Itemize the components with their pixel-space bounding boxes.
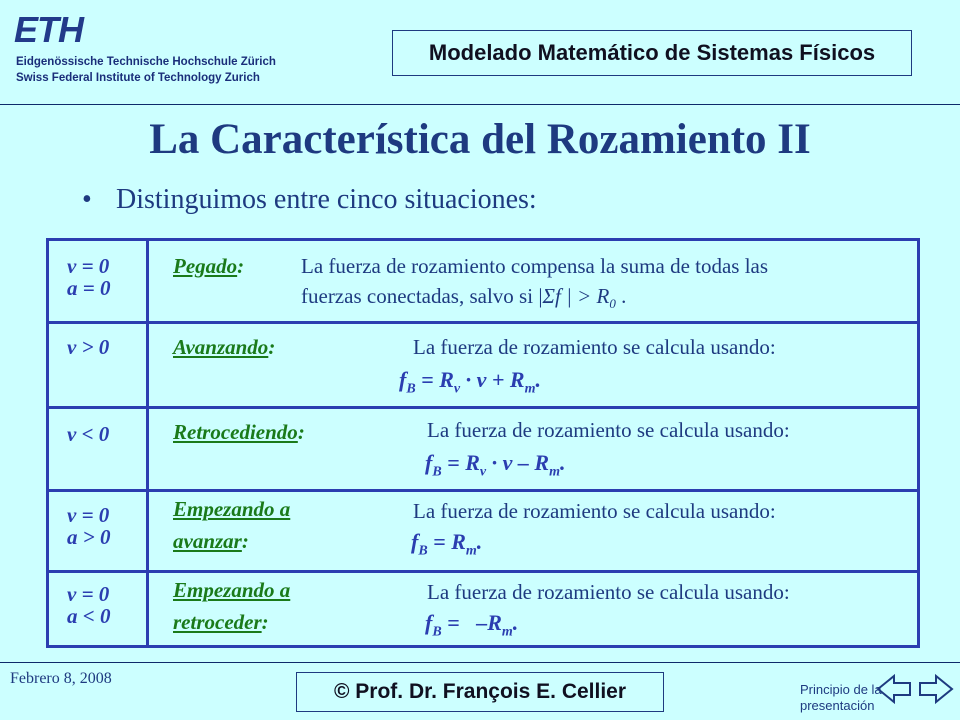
logo-line-2: Swiss Federal Institute of Technology Zurich — [16, 72, 260, 84]
next-arrow-icon[interactable] — [920, 676, 952, 702]
header-divider — [0, 104, 960, 105]
situation-label-line-1: Empezando a — [173, 497, 291, 521]
condition-v: v = 0 — [67, 582, 110, 606]
table-row-avanzando — [49, 324, 917, 406]
situation-description: La fuerza de rozamiento se calcula usando: — [427, 418, 790, 442]
bullet-item — [82, 180, 537, 220]
prev-arrow-icon[interactable] — [878, 676, 910, 702]
condition-v: v < 0 — [67, 422, 110, 446]
nav-arrows — [876, 670, 954, 708]
table-row-pegado — [49, 241, 917, 321]
situation-label-line-1: Empezando a — [173, 578, 291, 602]
situation-label: Pegado: — [173, 254, 245, 278]
bullet-text: Distinguimos entre cinco situaciones: — [116, 184, 537, 215]
logo-line-1: Eidgenössische Technische Hochschule Zürich — [16, 56, 276, 68]
logo-mark: ETH — [14, 9, 83, 50]
condition-v: v > 0 — [67, 335, 110, 359]
friction-formula: $f_B = R_m$. — [411, 529, 483, 559]
situation-description: La fuerza de rozamiento se calcula usando: — [413, 499, 776, 523]
condition-a: a = 0 — [67, 276, 111, 300]
situation-description: La fuerza de rozamiento se calcula usando: — [413, 335, 776, 359]
friction-formula: $f_B = R_v \cdot v + R_m$. — [399, 367, 541, 397]
situation-label-line-2: retroceder: — [173, 610, 269, 634]
condition-a: a > 0 — [67, 525, 111, 549]
nav-start-link[interactable]: Principio de la presentación — [800, 682, 882, 713]
table-row-empezando-avanzar — [49, 492, 917, 570]
situation-label-line-2: avanzar: — [173, 529, 249, 553]
situation-description: La fuerza de rozamiento se calcula usando: — [427, 580, 790, 604]
table-row-empezando-retroceder — [49, 573, 917, 645]
condition-v: v = 0 — [67, 503, 110, 527]
situation-label: Retrocediendo: — [173, 420, 305, 444]
footer-divider — [0, 662, 960, 663]
condition-a: a < 0 — [67, 604, 111, 628]
situation-description: La fuerza de rozamiento compensa la suma de todas las fuerzas conectadas, salvo si |Σf | > $R_0$ . — [301, 254, 769, 312]
situation-label: Avanzando: — [173, 335, 276, 359]
friction-formula: $f_B = R_v \cdot v - R_m$. — [425, 450, 566, 480]
condition-v: v = 0 — [67, 254, 110, 278]
footer-date: Febrero 8, 2008 — [10, 670, 112, 687]
friction-formula: $f_B = -R_m$. — [425, 610, 519, 640]
bullet-dot: • — [82, 184, 92, 215]
eth-logo — [14, 10, 274, 90]
author-credit: © Prof. Dr. François E. Cellier — [296, 672, 664, 712]
slide-title: La Característica del Rozamiento II — [149, 116, 811, 163]
table-row-retrocediendo — [49, 409, 917, 489]
course-title: Modelado Matemático de Sistemas Físicos — [428, 40, 876, 65]
friction-table — [46, 238, 920, 648]
